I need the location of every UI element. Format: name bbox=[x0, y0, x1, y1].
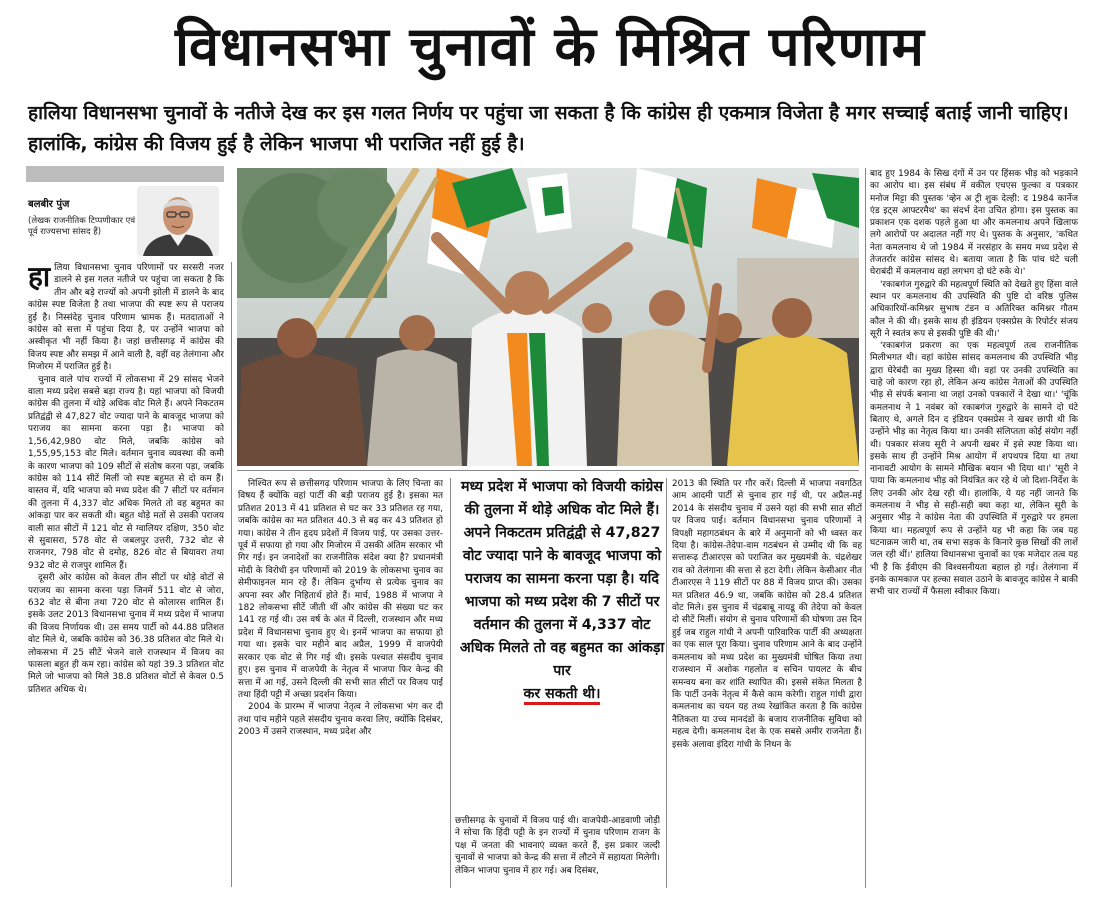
column-divider bbox=[666, 478, 667, 888]
column-divider bbox=[450, 478, 451, 888]
article-column-3 bbox=[455, 815, 660, 887]
column-header-bar bbox=[26, 166, 224, 182]
paragraph: बाद हुए 1984 के सिख दंगों में उन पर हिंसक भीड़ को भड़काने का आरोप था। इस संबंध में वकील एचएस फुल्का व पत्रकार मनोज मिट्टा की पुस्तक 'व्हेन अ ट्री शुक देल्ही: द 1984 कार्नेज एंड इट्स आफ्टरमैथ' का संदर्भ देना उचित होगा। इस पुस्तक का प्रकाशन एक दशक पहले हुआ था और कमलनाथ अपने खिलाफ लगे आरोपों पर अदालत नहीं गए थे। पुस्तक के अनुसार, 'कथित नेता कमलनाथ थे जो 1984 में नरसंहार के समय मध्य प्रदेश से तेजतर्रार कांग्रेस सांसद थे। बताया जाता है कि पांच घंटे चली घेराबंदी में कमलनाथ वहां लगभग दो घंटे रुके थे।' bbox=[870, 169, 1078, 278]
deck-summary: हालिया विधानसभा चुनावों के नतीजे देख कर इस गलत निर्णय पर पहुंचा जा सकता है कि कांग्रेस ही एकमात्र विजेता है मगर सच्चाई बताई जानी चाहिए। हालांकि, कांग्रेस की विजय हुई है लेकिन भाजपा भी पराजित नहीं हुई है। bbox=[28, 102, 1069, 155]
paragraph: दूसरी ओर कांग्रेस को केवल तीन सीटों पर थोड़े वोटों से पराजय का सामना करना पड़ा जिनमें 511 वोट से जोरा, 632 वोट से बीना तथा 720 वोट से कोलारस शामिल हैं। इसके उलट 2013 विधानसभा चुनाव में मध्य प्रदेश में भाजपा की विजय निर्णायक थी। उस समय पार्टी को 44.88 प्रतिशत वोट मिले थे, जबकि कांग्रेस को 36.38 प्रतिशत वोट मिले थे। लोकसभा में 25 सीटें भेजने वाले राजस्थान में विजय का फासला बहुत ही कम रहा। कांग्रेस को यहां 39.3 प्रतिशत वोट मिले जो भाजपा को मिले 38.8 प्रतिशत वोटों से केवल 0.5 प्रतिशत अधिक थे। bbox=[28, 573, 224, 695]
author-name: बलबीर पुंज bbox=[28, 199, 70, 210]
paragraph: 2013 की स्थिति पर गौर करें। दिल्ली में भाजपा नवगठित आम आदमी पार्टी से चुनाव हार गई थी, पर अप्रैल-मई 2014 के संसदीय चुनाव में उसने यहां की सभी सात सीटों पर विजय पाई। वर्तमान विधानसभा चुनाव परिणामों ने विपक्षी महागठबंधन के बारे में अनुमानों को भी ध्वस्त कर दिया है। कांग्रेस-तेदेपा-वाम गठबंधन से उम्मीद थी कि वह सत्तारूढ़ टीआरएस को पराजित कर मुख्यमंत्री के. चंद्रशेखर राव को तेलंगाना की सत्ता से हटा देगी। लेकिन केसीआर नीत टीआरएस ने 119 सीटों पर 88 में विजय प्राप्त की। उसका मत प्रतिशत 46.9 था, जबकि कांग्रेस को 28.4 प्रतिशत वोट मिले। इस चुनाव में चंद्रबाबू नायडू की तेदेपा को केवल दो सीटें मिलीं। संयोग से चुनाव परिणामों की घोषणा उस दिन हुई जब राहुल गांधी ने अपनी पारिवारिक पार्टी की अध्यक्षता का एक साल पूरा किया। चुनाव परिणाम आने के बाद उन्होंने कमलनाथ को मध्य प्रदेश का मुख्यमंत्री घोषित किया तथा राजस्थान में अशोक गहलोत व सचिन पायलट के बीच समन्वय बना कर शांति स्थापित की। इससे संकेत मिलता है कि पार्टी उनके नेतृत्व में कैसे काम करेगी। राहुल गांधी द्वारा कमलनाथ का चयन यह तथ्य रेखांकित करता है कि कांग्रेस नैतिकता या उच्च मानदंडों के बजाय राजनीतिक सुविधा को महत्व देगी। कमलनाथ देश के एक सबसे अमीर राजनेता हैं। इसके अलावा इंदिरा गांधी के निधन के bbox=[672, 479, 862, 750]
article-column-1 bbox=[28, 262, 224, 887]
column-divider bbox=[865, 168, 866, 888]
paragraph: 'रकाबगंज गुरुद्वारे की महत्वपूर्ण स्थिति को देखते हुए हिंसा वाले स्थान पर कमलनाथ की उपस्थिति की पुष्टि दो वरिष्ठ पुलिस अधिकारियों-कमिश्नर सुभाष टंडन व अतिरिक्त कमिश्नर गौतम कौल ने की थी। इसके साथ ही इंडियन एक्सप्रेस के रिपोर्टर संजय सूरी ने स्वतंत्र रूप से इसकी पुष्टि की थी।' bbox=[870, 279, 1078, 339]
article-column-4 bbox=[672, 478, 862, 888]
photo-bottom-rule bbox=[237, 470, 859, 471]
paragraph: छत्तीसगढ़ के चुनावों में विजय पाई थी। वाजपेयी-आडवाणी जोड़ी ने सोचा कि हिंदी पट्टी के इन राज्यों में चुनाव परिणाम राजग के पक्ष में जनता की भावनाएं व्यक्त करते हैं, इस प्रकार जल्दी चुनावों से भाजपा को केन्द्र की सत्ता में लौटने में सहायता मिलेगी। लेकिन भाजपा चुनाव में हार गई। अब दिसंबर, bbox=[455, 816, 660, 876]
article-column-5 bbox=[870, 168, 1078, 888]
paragraph: निश्चित रूप से छत्तीसगढ़ परिणाम भाजपा के लिए चिन्ता का विषय हैं क्योंकि वहां पार्टी की बड़ी पराजय हुई है। इसका मत प्रतिशत 2013 में 41 प्रतिशत से घट कर 33 प्रतिशत रह गया, जबकि कांग्रेस का मत प्रतिशत 40.3 से बढ़ कर 43 प्रतिशत हो गया। कांग्रेस ने तीन हृदय प्रदेशों में विजय पाई, पर उसका उत्तर-पूर्व में सफाया हो गया और मिजोरम में उसकी अंतिम सरकार भी गिर गई। इन जनादेशों का राजनीतिक संदेश क्या है? प्रधानमंत्री मोदी के विरोधी इन परिणामों को 2019 के लोकसभा चुनाव का सेमीफाइनल मान रहे हैं। लेकिन दुर्भाग्य से प्रत्येक चुनाव का अपना स्वर और निहितार्थ होते हैं। मार्च, 1988 में भाजपा ने 182 लोकसभा सीटें जीती थीं और कांग्रेस की संख्या घट कर 141 रह गई थी। उस वर्ष के अंत में दिल्ली, राजस्थान और मध्य प्रदेश में विधानसभा चुनाव हुए थे। इनमें भाजपा का सफाया हो गया था। इसके चार महीने बाद अप्रैल, 1999 में वाजपेयी सरकार एक वोट से गिर गई थी। इसके पश्चात संसदीय चुनाव हुए। इस चुनाव में वाजपेयी के नेतृत्व में भाजपा फिर केन्द्र की सत्ता में आ गई, उसने दिल्ली की सभी सात सीटों पर विजय पाई तथा हिंदी पट्टी में अच्छा प्रदर्शन किया। bbox=[238, 479, 443, 700]
pull-quote-text: मध्य प्रदेश में भाजपा को विजयी कांग्रेस की तुलना में थोड़े अधिक वोट मिले हैं। अपने निकटतम प्रतिद्वंद्वी से 47,827 वोट ज्यादा पाने के बावजूद भाजपा को पराजय का सामना करना पड़ा है। यदि भाजपा को मध्य प्रदेश की 7 सीटों पर वर्तमान की तुलना में 4,337 वोट अधिक मिलते तो वह बहुमत का आंकड़ा पार bbox=[459, 479, 665, 679]
pull-quote bbox=[458, 476, 666, 706]
pull-quote-end: कर सकती थी। bbox=[524, 686, 601, 705]
paragraph: चुनाव वाले पांच राज्यों में लोकसभा में 29 सांसद भेजने वाला मध्य प्रदेश सबसे बड़ा राज्य है। यहां भाजपा को विजयी कांग्रेस की तुलना में थोड़े अधिक वोट मिले हैं। अपने निकटतम प्रतिद्वंद्वी से 47,827 वोट ज्यादा पाने के बावजूद भाजपा को पराजय का सामना करना पड़ा है। भाजपा को 1,56,42,980 वोट मिले, जबकि कांग्रेस को 1,55,95,153 वोट मिले। वर्तमान चुनाव व्यवस्था की कमी के कारण भाजपा को 109 सीटों से संतोष करना पड़ा, जबकि कांग्रेस को 114 सीटें मिलीं जो स्पष्ट बहुमत से दो कम हैं। वास्तव में, यदि भाजपा को मध्य प्रदेश की 7 सीटों पर वर्तमान की तुलना में 4,337 वोट अधिक मिलते तो वह बहुमत का आंकड़ा पार कर सकती थी। बहुत थोड़े मतों से उसकी पराजय वाली सात सीटों में 121 वोट से ग्वालियर दक्षिण, 350 वोट से सुवासरा, 578 वोट से जबलपुर उत्तरी, 732 वोट से राजनगर, 798 वोट से दमोह, 826 वोट से बियावरा तथा 932 वोट से राजपुर शामिल हैं। bbox=[28, 374, 224, 571]
news-photo-celebration bbox=[237, 168, 859, 466]
article-column-2 bbox=[238, 478, 443, 888]
author-role: (लेखक राजनीतिक टिप्पणीकार एवं पूर्व राज्यसभा सांसद हैं) bbox=[28, 216, 136, 237]
byline bbox=[28, 196, 138, 238]
headline: विधानसभा चुनावों के मिश्रित परिणाम bbox=[175, 15, 925, 78]
dropcap: हा bbox=[28, 262, 51, 293]
column-divider bbox=[231, 262, 232, 887]
paragraph: 'रकाबगंज प्रकरण का एक महत्वपूर्ण तत्व राजनीतिक मिलीभगत थी। वहां कांग्रेस सांसद कमलनाथ की उपस्थिति भीड़ द्वारा घेरेबंदी का मुख्य हिस्सा थी। वहां पर उनकी उपस्थिति का चाहे जो कारण रहा हो, लेकिन अन्य कांग्रेस नेताओं की उपस्थिति भीड़ से संपर्क बनाना था जहां उनको पत्रकारों ने देखा था।' 'चूंकि कमलनाथ ने 1 नवंबर को रकाबगंज गुरुद्वारे के सामने दो घंटे बिताए थे, अगले दिन द इंडियन एक्सप्रेस ने खबर छापी थी कि उन्होंने भीड़ का नेतृत्व किया था। उनकी संलिप्तता कोई संयोग नहीं थी। पत्रकार संजय सूरी ने अपनी खबर में इसे स्पष्ट किया था। इसके साथ ही उन्होंने मिश्र आयोग में शपथपत्र दिया था तथा नानावटी आयोग के सामने मौखिक बयान भी दिया था।' 'सूरी ने पाया कि कमलनाथ भीड़ को नियंत्रित कर रहे थे जो दिशा-निर्देश के लिए उनकी ओर देख रही थी। हालांकि, ये यह नहीं जानते कि कमलनाथ ने भीड़ से सही-सही क्या कहा था, लेकिन सूरी के अनुसार भीड़ ने कांग्रेस नेता की उपस्थिति में गुरुद्वारे पर हमला किया था। महत्वपूर्ण रूप से उन्होंने यह भी कहा कि जब यह घटनाक्रम जारी था, तब सभा सड़क के किनारे कुछ सिखों की लाशें जल रही थीं।' हालिया विधानसभा चुनावों का एक मजेदार तत्व यह भी है कि ईवीएम की विश्वसनीयता बहाल हो गई। तेलंगाना में इनके कामकाज पर हल्का सवाल उठाने के बावजूद कांग्रेस ने बाकी सभी चार राज्यों में फैसला स्वीकार किया। bbox=[870, 341, 1078, 598]
author-photo bbox=[137, 186, 219, 256]
paragraph: लिया विधानसभा चुनाव परिणामों पर सरसरी नजर डालने से इस गलत नतीजे पर पहुंचा जा सकता है कि तीन और बड़े राज्यों को अपनी झोली में डालने के बाद कांग्रेस स्पष्ट विजेता है तथा भाजपा की स्पष्ट रूप से पराजय हुई है। निस्संदेह चुनाव परिणाम भ्रामक हैं। मतदाताओं ने कांग्रेस को सत्ता में पहुंचा दिया है, पर उन्होंने भाजपा को अस्वीकृत भी नहीं किया है। जहां छत्तीसगढ़ में कांग्रेस की विजय स्पष्ट और समझ में आने वाली है, वहीं वह तेलंगाना और मिजोरम में पराजित हुई है। bbox=[28, 263, 224, 373]
paragraph: 2004 के प्रारम्भ में भाजपा नेतृत्व ने लोकसभा भंग कर दी तथा पांच महीने पहले संसदीय चुनाव करवा लिए, क्योंकि दिसंबर, 2003 में उसने राजस्थान, मध्य प्रदेश और bbox=[238, 702, 443, 738]
